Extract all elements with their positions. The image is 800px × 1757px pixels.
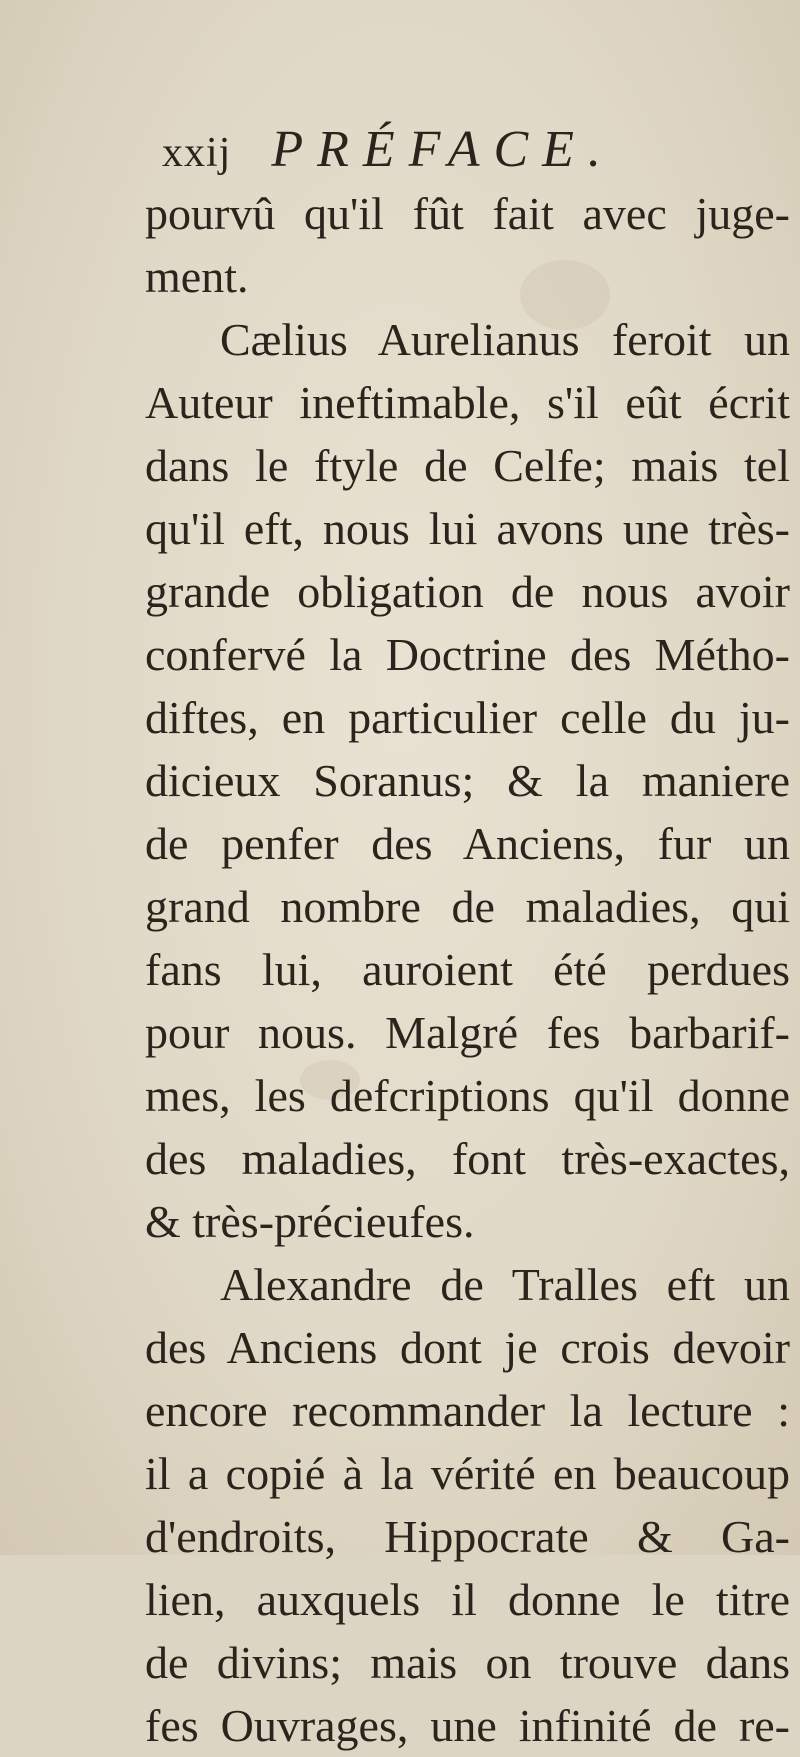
text-line: encore recommander la lecture : bbox=[145, 1385, 790, 1436]
text-line: lien, auxquels il donne le titre bbox=[145, 1574, 790, 1625]
text-line: fes Ouvrages, une infinité de re- bbox=[145, 1700, 790, 1751]
running-title: PRÉFACE. bbox=[271, 121, 615, 178]
text-line: qu'il eft, nous lui avons une très- bbox=[145, 503, 790, 554]
text-line: des maladies, font très-exactes, bbox=[145, 1133, 790, 1184]
text-line: fans lui, auroient été perdues bbox=[145, 944, 790, 995]
text-line: il a copié à la vérité en beaucoup bbox=[145, 1448, 790, 1499]
text-line: dans le ftyle de Celfe; mais tel bbox=[145, 440, 790, 491]
text-line: mes, les defcriptions qu'il donne bbox=[145, 1070, 790, 1121]
text-line: Alexandre de Tralles eft un bbox=[220, 1259, 790, 1310]
text-line: diftes, en particulier celle du ju- bbox=[145, 692, 790, 743]
text-line: grand nombre de maladies, qui bbox=[145, 881, 790, 932]
text-line: dicieux Soranus; & la maniere bbox=[145, 755, 790, 806]
text-line: confervé la Doctrine des Métho- bbox=[145, 629, 790, 680]
text-line: pourvû qu'il fût fait avec juge- bbox=[145, 188, 790, 239]
text-line: d'endroits, Hippocrate & Ga- bbox=[145, 1511, 790, 1562]
text-line: grande obligation de nous avoir bbox=[145, 566, 790, 617]
text-line: & très-précieufes. bbox=[145, 1196, 475, 1247]
text-line: de penfer des Anciens, fur un bbox=[145, 818, 790, 869]
text-line: Cælius Aurelianus feroit un bbox=[220, 314, 790, 365]
page-header bbox=[162, 120, 722, 182]
text-line: pour nous. Malgré fes barbarif- bbox=[145, 1007, 790, 1058]
body-text bbox=[145, 182, 790, 1757]
page-number: xxij bbox=[162, 130, 232, 176]
text-line: Auteur ineftimable, s'il eût écrit bbox=[145, 377, 790, 428]
text-line: des Anciens dont je crois devoir bbox=[145, 1322, 790, 1373]
text-line: ment. bbox=[145, 251, 249, 302]
text-line: de divins; mais on trouve dans bbox=[145, 1637, 790, 1688]
